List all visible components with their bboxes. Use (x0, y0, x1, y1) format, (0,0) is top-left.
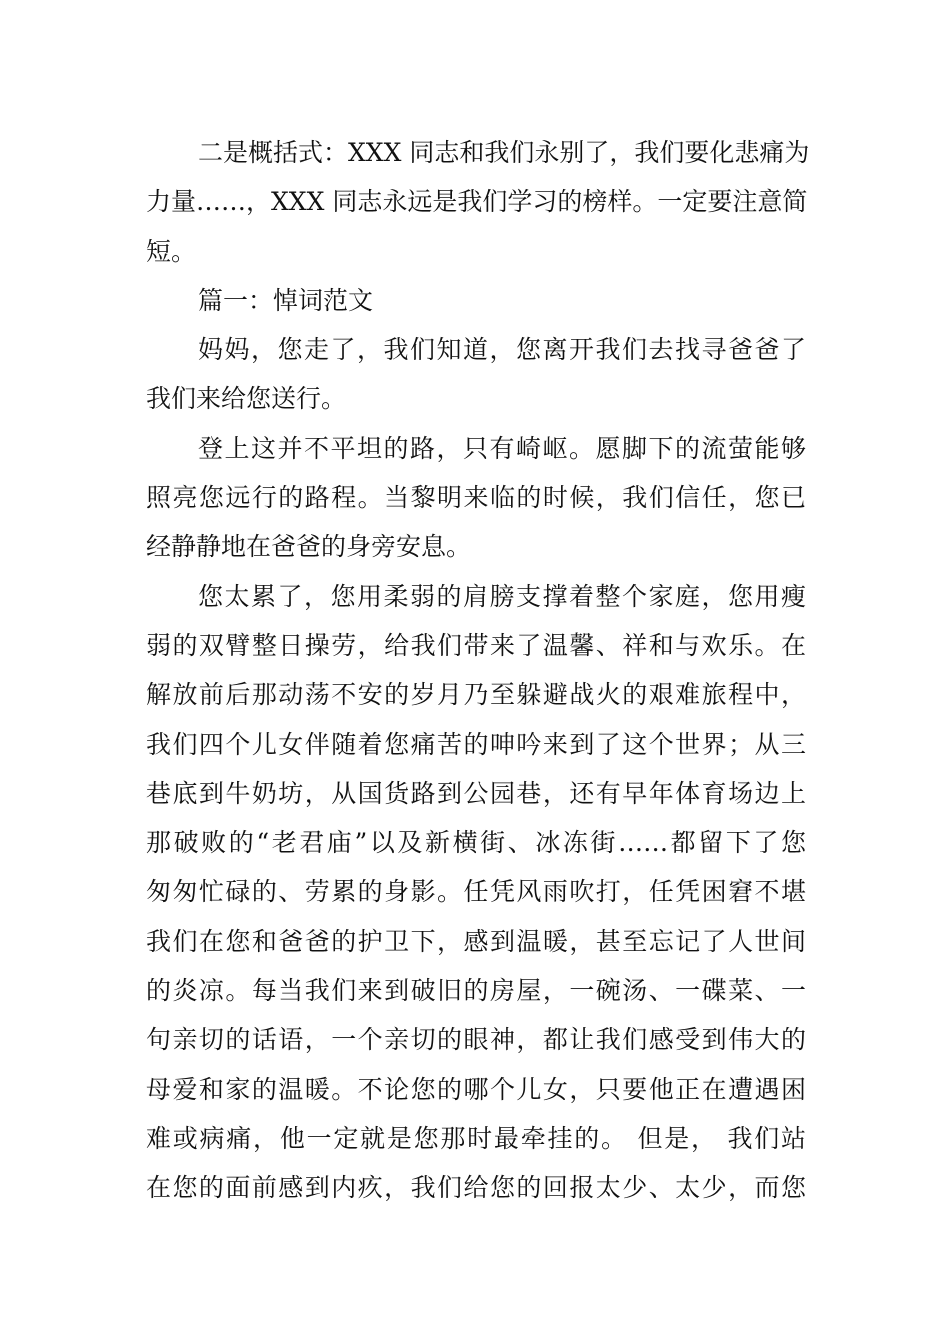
text-line: 解放前后那动荡不安的岁月乃至躲避战火的艰难旅程中， (146, 680, 806, 710)
text-line: 我们在您和爸爸的护卫下，感到温暖，甚至忘记了人世间 (146, 926, 806, 956)
text-line: 母爱和家的温暖。不论您的哪个儿女，只要他正在遭遇困 (146, 1074, 806, 1104)
text-line: 二是概括式：XXX 同志和我们永别了，我们要化悲痛为 (198, 138, 810, 167)
document-body (146, 128, 810, 1213)
text-line: 我们四个儿女伴随着您痛苦的呻吟来到了这个世界；从三 (146, 729, 806, 759)
text-line: 登上这并不平坦的路，只有崎岖。愿脚下的流萤能够 (198, 433, 806, 463)
text-line: 短。 (146, 236, 197, 266)
section-heading: 篇一：悼词范文 (198, 285, 374, 315)
text-line: 我们来给您送行。 (146, 384, 347, 414)
text-line: 句亲切的话语，一个亲切的眼神，都让我们感受到伟大的 (146, 1025, 806, 1055)
text-line: 力量……，XXX 同志永远是我们学习的榜样。一定要注意简 (146, 187, 808, 217)
text-line: 弱的双臂整日操劳，给我们带来了温馨、祥和与欢乐。在 (146, 630, 806, 660)
text-line: 匆匆忙碌的、劳累的身影。任凭风雨吹打，任凭困窘不堪 (146, 877, 806, 907)
text-line: 妈妈，您走了，我们知道，您离开我们去找寻爸爸了 (198, 335, 806, 365)
text-line: 难或病痛，他一定就是您那时最牵挂的。 但是， 我们站 (146, 1123, 806, 1153)
text-line: 那破败的“老君庙”以及新横街、冰冻街……都留下了您 (146, 828, 806, 858)
text-line: 在您的面前感到内疚，我们给您的回报太少、太少，而您 (146, 1173, 806, 1203)
text-line: 照亮您远行的路程。当黎明来临的时候，我们信任，您已 (146, 483, 806, 513)
text-line: 巷底到牛奶坊，从国货路到公园巷，还有早年体育场边上 (146, 778, 806, 808)
text-line: 您太累了，您用柔弱的肩膀支撑着整个家庭，您用瘦 (198, 581, 806, 611)
text-line: 经静静地在爸爸的身旁安息。 (146, 532, 472, 562)
text-line: 的炎凉。每当我们来到破旧的房屋，一碗汤、一碟菜、一 (146, 976, 806, 1006)
